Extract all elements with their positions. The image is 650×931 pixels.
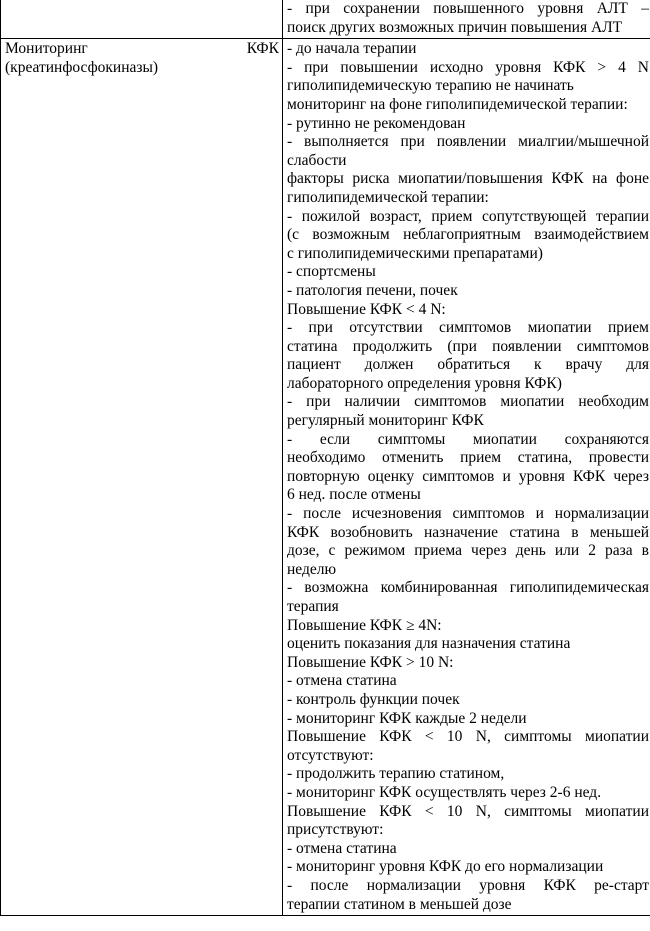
text-line: (с возможным неблагоприятным взаимодействием: [287, 226, 649, 244]
table-cell-kfk-text: [283, 39, 650, 916]
text-line: гиполипидемическую терапию не начинать: [287, 77, 574, 95]
text-line: - после нормализации уровня КФК ре-старт: [287, 876, 649, 894]
text-line: пациент должен обратиться к врачу для: [287, 356, 649, 374]
text-line: - выполняется при появлении миалгии/мышечной: [287, 133, 649, 151]
text-line: Повышение КФК < 4 N:: [287, 300, 446, 318]
text-line: терапия: [287, 598, 339, 615]
text-line: Повышение КФК ≥ 4N:: [287, 616, 442, 634]
text-line: повторную оценку симптомов и уровня КФК через: [287, 467, 649, 485]
text-line: - рутинно не рекомендован: [287, 114, 466, 132]
text-line: КФК возобновить назначение статина в меньшей: [287, 523, 649, 541]
text-line: регулярный мониторинг КФК: [287, 412, 484, 430]
text-line: факторы риска миопатии/повышения КФК на фоне: [287, 170, 649, 188]
row-label-line: (креатинфосфокиназы): [5, 58, 159, 76]
table-cell-kfk-label: [1, 39, 283, 916]
text-line: мониторинг на фоне гиполипидемической терапии:: [287, 95, 628, 113]
text-line: гиполипидемической терапии:: [287, 188, 489, 206]
text-line: неделю: [287, 560, 337, 578]
table-cell-alt-text: [283, 0, 650, 39]
text-line: с гиполипидемическими препаратами): [287, 244, 543, 262]
text-line: необходимо отменить прием статина, провести: [287, 449, 649, 467]
text-line: отсутствуют:: [287, 746, 374, 764]
text-line: - мониторинг уровня КФК до его нормализации: [287, 858, 604, 876]
text-line: - мониторинг КФК каждые 2 недели: [287, 709, 527, 727]
text-line: - если симптомы миопатии сохраняются: [287, 430, 649, 448]
text-line: дозе, с режимом приема через день или 2 раза в: [287, 542, 649, 560]
text-line: - отмена статина: [287, 672, 397, 690]
text-line: Повышение КФК < 10 N, симптомы миопатии: [287, 802, 649, 820]
text-line: - контроль функции почек: [287, 690, 460, 708]
text-line: терапии статином в меньшей дозе: [287, 895, 512, 913]
text-line: лабораторного определения уровня КФК): [287, 374, 562, 392]
text-line: - отмена статина: [287, 839, 397, 857]
text-line: присутствуют:: [287, 821, 384, 839]
text-line: - спортсмены: [287, 263, 376, 281]
text-line: - патология печени, почек: [287, 281, 458, 299]
text-line: - при отсутствии симптомов миопатии прием: [287, 319, 649, 337]
text-line: поиск других возможных причин повышения АЛТ: [287, 18, 623, 36]
text-line: - до начала терапии: [287, 40, 417, 58]
text-line: - при повышении исходно уровня КФК > 4 N: [287, 58, 649, 76]
text-line: - после исчезновения симптомов и нормализации: [287, 505, 649, 523]
text-line: - при сохранении повышенного уровня АЛТ –: [287, 0, 649, 17]
text-line: оценить показания для назначения статина: [287, 635, 571, 653]
text-line: - мониторинг КФК осуществлять через 2-6 нед.: [287, 783, 602, 801]
table-row-alt: [1, 0, 650, 39]
text-line: - при наличии симптомов миопатии необходим: [287, 393, 649, 411]
text-line: - возможна комбинированная гиполипидемическая: [287, 579, 649, 597]
text-line: - пожилой возраст, прием сопутствующей терапии: [287, 207, 649, 225]
table-cell-empty: [1, 0, 283, 39]
text-line: Повышение КФК < 10 N, симптомы миопатии: [287, 728, 649, 746]
text-line: 6 нед. после отмены: [287, 486, 421, 504]
text-line: Повышение КФК > 10 N:: [287, 653, 454, 671]
text-line: - продолжить терапию статином,: [287, 765, 505, 783]
text-line: статина продолжить (при появлении симптомов: [287, 337, 649, 355]
text-line: слабости: [287, 151, 347, 169]
table-row-kfk: [1, 39, 650, 916]
row-label-line: Мониторинг КФК: [5, 40, 279, 58]
